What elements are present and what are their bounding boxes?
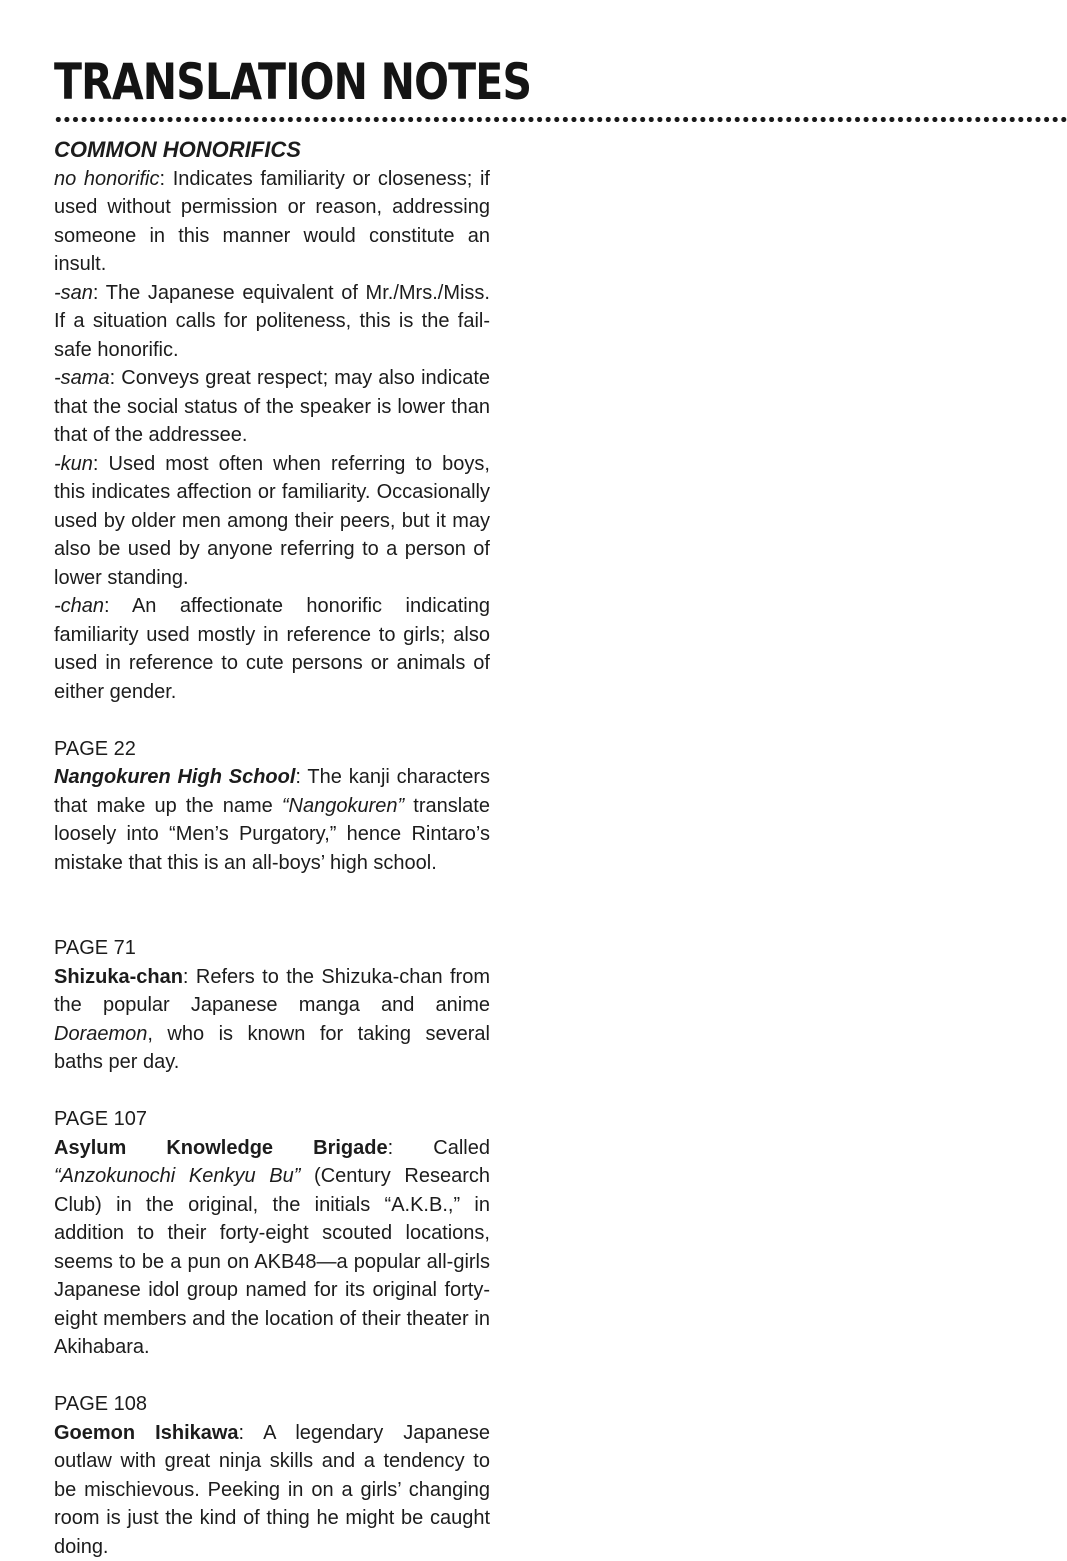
- page-reference: PAGE 107: [54, 1105, 490, 1134]
- honorific-term: -sama: [54, 367, 110, 389]
- honorific-term: -chan: [54, 595, 104, 617]
- honorific-definition: Indicates familiarity or closeness; if used without permission or reason, addressing someone in this manner would constitute an insult.: [54, 168, 490, 276]
- honorific-term: no honorific: [54, 168, 159, 190]
- note-entry: [54, 1419, 490, 1561]
- dotted-divider: [54, 116, 1067, 123]
- page-reference: PAGE 108: [54, 1390, 490, 1419]
- note-text: The kanji characters that make up the name: [54, 766, 490, 817]
- honorific-entry: [54, 364, 490, 450]
- term-separator: :: [295, 766, 307, 788]
- honorific-entry: [54, 279, 490, 365]
- note-text: , who is known for taking several baths per day.: [54, 1023, 490, 1074]
- note-term: Shizuka-chan: [54, 966, 183, 988]
- page-title: TRANSLATION NOTES: [54, 52, 531, 112]
- term-separator: :: [93, 453, 109, 475]
- note-text: A legendary Japanese outlaw with great ninja skills and a tendency to be mischievous. Peeking in on a girls’ changing room is just the kind of thing he might be caught doing.: [54, 1422, 490, 1558]
- note-entry: [54, 1134, 490, 1362]
- term-separator: :: [239, 1422, 264, 1444]
- note-text: translate loosely into “Men’s Purgatory,” hence Rintaro’s mistake that this is an all-boys’ high school.: [54, 795, 490, 874]
- term-separator: :: [183, 966, 196, 988]
- term-separator: :: [388, 1137, 434, 1159]
- note-entry: [54, 763, 490, 877]
- term-separator: :: [159, 168, 172, 190]
- honorific-entry: [54, 450, 490, 593]
- term-separator: :: [104, 595, 132, 617]
- note-term: Asylum Knowledge Brigade: [54, 1137, 388, 1159]
- page-reference: PAGE 71: [54, 934, 490, 963]
- note-text: (Century Research Club) in the original, the initials “A.K.B.,” in addition to their forty-eight scouted locations, seems to be a pun on AKB48—a popular all-girls Japanese idol group named for its original forty-eight members and the location of their theater in Akihabara.: [54, 1165, 490, 1358]
- honorific-definition: Conveys great respect; may also indicate that the social status of the speaker is lower than that of the addressee.: [54, 367, 490, 446]
- note-italic-text: “Nangokuren”: [282, 795, 404, 817]
- honorific-term: -san: [54, 282, 93, 304]
- note-italic-text: Doraemon: [54, 1023, 147, 1045]
- honorific-definition: The Japanese equivalent of Mr./Mrs./Miss. If a situation calls for politeness, this is the fail-safe honorific.: [54, 282, 490, 361]
- note-text: Called: [433, 1137, 490, 1159]
- term-separator: :: [110, 367, 122, 389]
- note-text: Refers to the Shizuka-chan from the popular Japanese manga and anime: [54, 966, 490, 1017]
- honorific-term: -kun: [54, 453, 93, 475]
- section-heading-honorifics: COMMON HONORIFICS: [54, 136, 490, 165]
- honorific-entry: [54, 165, 490, 279]
- honorific-entry: [54, 592, 490, 706]
- note-entry: [54, 963, 490, 1077]
- term-separator: :: [93, 282, 106, 304]
- note-term: Nangokuren High School: [54, 766, 295, 788]
- honorific-definition: An affectionate honorific indicating familiarity used mostly in reference to girls; also used in reference to cute persons or animals of either gender.: [54, 595, 490, 703]
- page-reference: PAGE 22: [54, 735, 490, 764]
- note-italic-text: “Anzokunochi Kenkyu Bu”: [54, 1165, 300, 1187]
- notes-column: [54, 136, 490, 1561]
- note-term: Goemon Ishikawa: [54, 1422, 239, 1444]
- honorific-definition: Used most often when referring to boys, this indicates affection or familiarity. Occasionally used by older men among their peers, but it may also be used by anyone referring to a person of lower standing.: [54, 453, 490, 589]
